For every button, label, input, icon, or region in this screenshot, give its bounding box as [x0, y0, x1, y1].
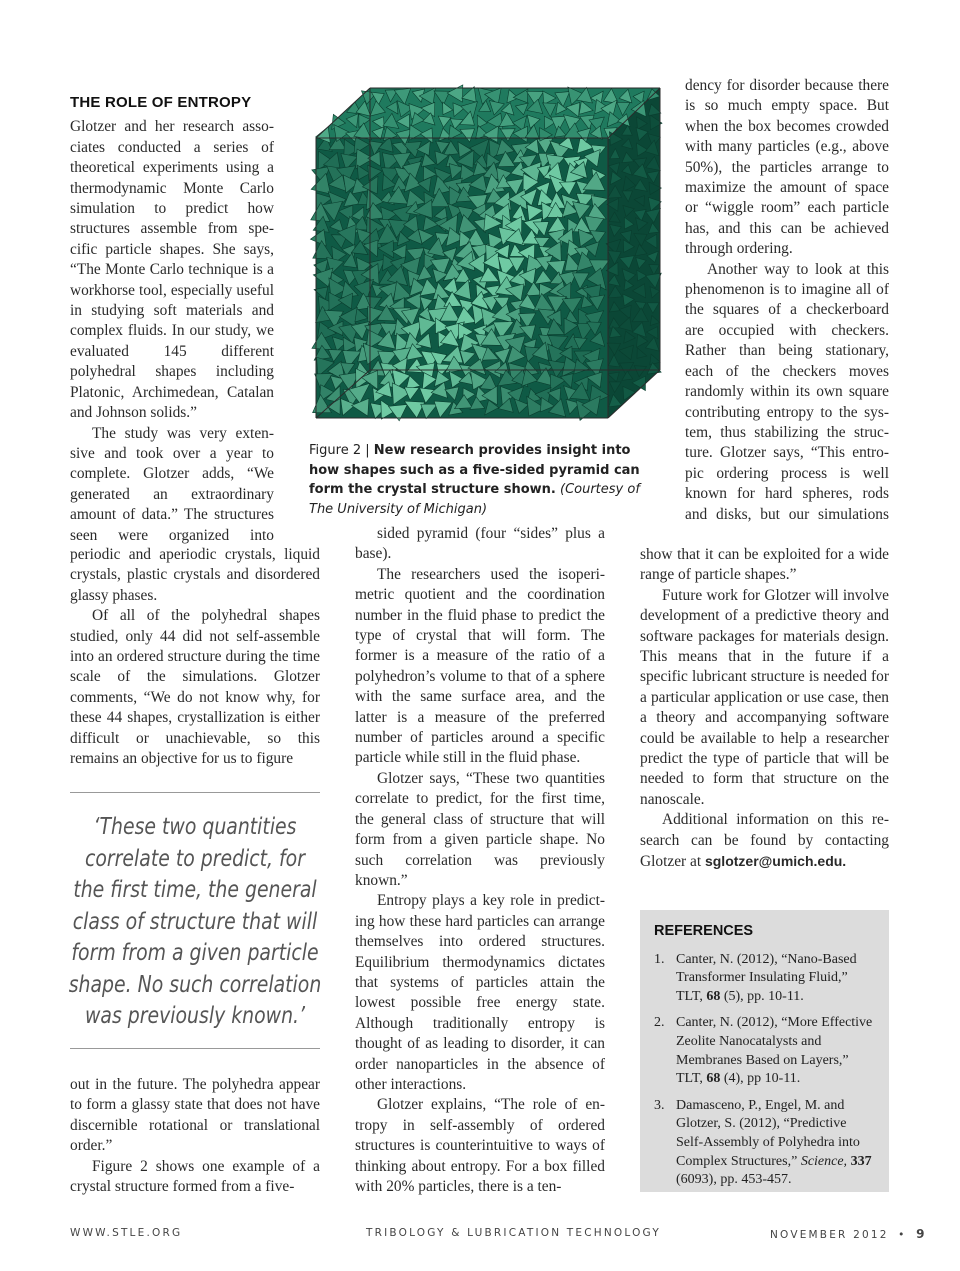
paragraph — [640, 810, 889, 872]
reference-item — [654, 951, 875, 1007]
caption-separator: | — [365, 443, 370, 458]
contact-text: Additional information on this research can be found by contacting Glotzer at — [640, 811, 889, 871]
paragraph: dency for disorder because there is so much empty space. But when the box becomes crowded with many particles (e.g., above 50%), the particles arrange to maximize the amount of space or “wiggle room” each particle has, and this can be achieved through ordering. — [685, 77, 889, 258]
figure-label: Figure 2 — [309, 443, 362, 458]
caption-credit: (Courtesy of The University of Michigan) — [309, 482, 640, 517]
references-box — [640, 910, 889, 1192]
reference-number: 2. — [654, 1015, 665, 1031]
column-3-bottom — [640, 545, 889, 873]
column-3-top — [685, 76, 889, 525]
reference-journal: Science, — [800, 1153, 848, 1169]
reference-text: Canter, N. (2012), “Nano-Based Transformer Insulating Fluid,” TLT, — [676, 951, 857, 1004]
section-heading: THE ROLE OF ENTROPY — [70, 94, 252, 111]
reference-item — [654, 1097, 875, 1190]
paragraph: show that it can be exploited for a wide range of particle shapes.” — [640, 546, 889, 584]
reference-number: 3. — [654, 1097, 665, 1113]
footer-dot: • — [898, 1229, 907, 1241]
paragraph: Future work for Glotzer will involve development of a predictive theory and software packages for materials design. This means that in the future if a specific lubricant structure is needed for a particular application or use case, then a theory and accompanying software could be available to help a researcher predict the type of particle that will be needed to form that structure on the nanoscale. — [640, 586, 889, 808]
paragraph: Another way to look at this phenomenon is to imagine all of the squares of a checkerboard are occupied with checkers. Rather than being stationary, each of the checkers moves randomly within its own square contributing entropy to the system, thus stabilizing the structure. Glotzer says, “This entropic ordering process is well known for hard spheres, rods and disks, but our simulations — [685, 260, 889, 523]
reference-item — [654, 1014, 875, 1088]
footer-publication: TRIBOLOGY & LUBRICATION TECHNOLOGY — [366, 1227, 661, 1239]
pullquote-bottom-rule — [70, 1048, 320, 1049]
footer-date: NOVEMBER 2012 — [770, 1229, 889, 1241]
column-2 — [355, 524, 605, 1197]
crystal-structure-figure — [308, 80, 668, 440]
paragraph: out in the future. The polyhedra appear to form a glassy state that does not have discernible rotational or translational order.” — [70, 1076, 320, 1155]
paragraph: Figure 2 shows one example of a crystal structure formed from a five- — [70, 1157, 320, 1196]
references-heading: REFERENCES — [654, 923, 754, 939]
reference-pages: (6093), pp. 453-457. — [676, 1172, 792, 1188]
pull-quote: ‘These two quantities correlate to predict, for the first time, the general class of structure that will form from a given particle shape. No such correlation was previously known.’ — [68, 814, 322, 1029]
paragraph: sided pyramid (four “sides” plus a base). — [355, 525, 605, 563]
column-1-end — [70, 1075, 320, 1197]
paragraph: Glotzer and her research associates conducted a series of theoretical experiments using a thermodynamic Monte Carlo simulation to predict how structures assemble from specific particle shapes. She says, “The Monte Carlo technique is a workhorse tool, especially useful in studying soft materials and complex fluids. In our study, we evaluated 145 different polyhedral shapes including Platonic, Archimedean, Catalan and Johnson solids.” — [70, 118, 274, 422]
reference-text: Damasceno, P., Engel, M. and Glotzer, S. (2012), “Predictive Self-Assembly of Polyhedra into Complex Structures,” — [676, 1097, 860, 1169]
column-1-bottom — [70, 545, 320, 769]
paragraph: Entropy plays a key role in predicting how these hard particles can arrange themselves into ordered structures. Equilibrium thermodynamics dictates that systems of particles attain the lowest possible free energy state. Although traditionally entropy is thought of as leading to disorder, it can order nanoparticles in the absence of other interactions. — [355, 892, 605, 1093]
paragraph: Of all of the polyhedral shapes studied, only 44 did not self-assemble into an ordered structure during the time scale of the simulations. Glotzer comments, “We do not know why, for these 44 shapes, crystallization is either difficult or unachievable, so this remains an objective for us to figure — [70, 607, 320, 768]
reference-pages: (5), pp. 10-11. — [723, 988, 804, 1004]
reference-text: Canter, N. (2012), “More Effective Zeolite Nanocatalysts and Membranes Based on Layers,” TLT, — [676, 1015, 873, 1087]
footer-website: WWW.STLE.ORG — [70, 1227, 183, 1239]
paragraph: The study was very extensive and took over a year to complete. Glotzer adds, “We generated an extraordinary amount of data.” The structures seen were organized into — [70, 424, 274, 544]
reference-volume: 68 — [706, 1071, 721, 1087]
paragraph: Glotzer says, “These two quantities correlate to predict, for the first time, the general class of structure that will form from a given particle shape. No such correlation was previously known.” — [355, 769, 605, 889]
page-number: 9 — [916, 1227, 925, 1241]
contact-email-link[interactable]: sglotzer@umich.edu. — [704, 853, 847, 870]
caption-text: New research provides insight into how shapes such as a five-sided pyramid can form the crystal structure shown. — [309, 443, 640, 497]
figure-caption — [309, 441, 654, 519]
reference-pages: (4), pp 10-11. — [723, 1071, 801, 1087]
paragraph: periodic and aperiodic crystals, liquid crystals, plastic crystals and disordered glassy phases. — [70, 546, 320, 604]
paragraph: The researchers used the isoperimetric quotient and the coordination number in the fluid phase to predict the type of crystal that will form. The former is a measure of the ratio of a polyhedron’s volume to that of a sphere with the same surface area, and the latter is a measure of the preferred number of particles around a specific particle while still in the fluid phase. — [355, 565, 605, 767]
reference-number: 1. — [654, 951, 665, 967]
pullquote-top-rule — [70, 792, 320, 793]
reference-volume: 68 — [706, 988, 721, 1004]
references-list — [654, 951, 875, 1190]
reference-volume: 337 — [850, 1153, 872, 1169]
column-1-top — [70, 93, 274, 546]
paragraph: Glotzer explains, “The role of entropy in self-assembly of ordered structures is counterintuitive to ways of thinking about entropy. For a box filled with 20% particles, there is a ten- — [355, 1096, 605, 1195]
footer-issue — [770, 1227, 924, 1241]
